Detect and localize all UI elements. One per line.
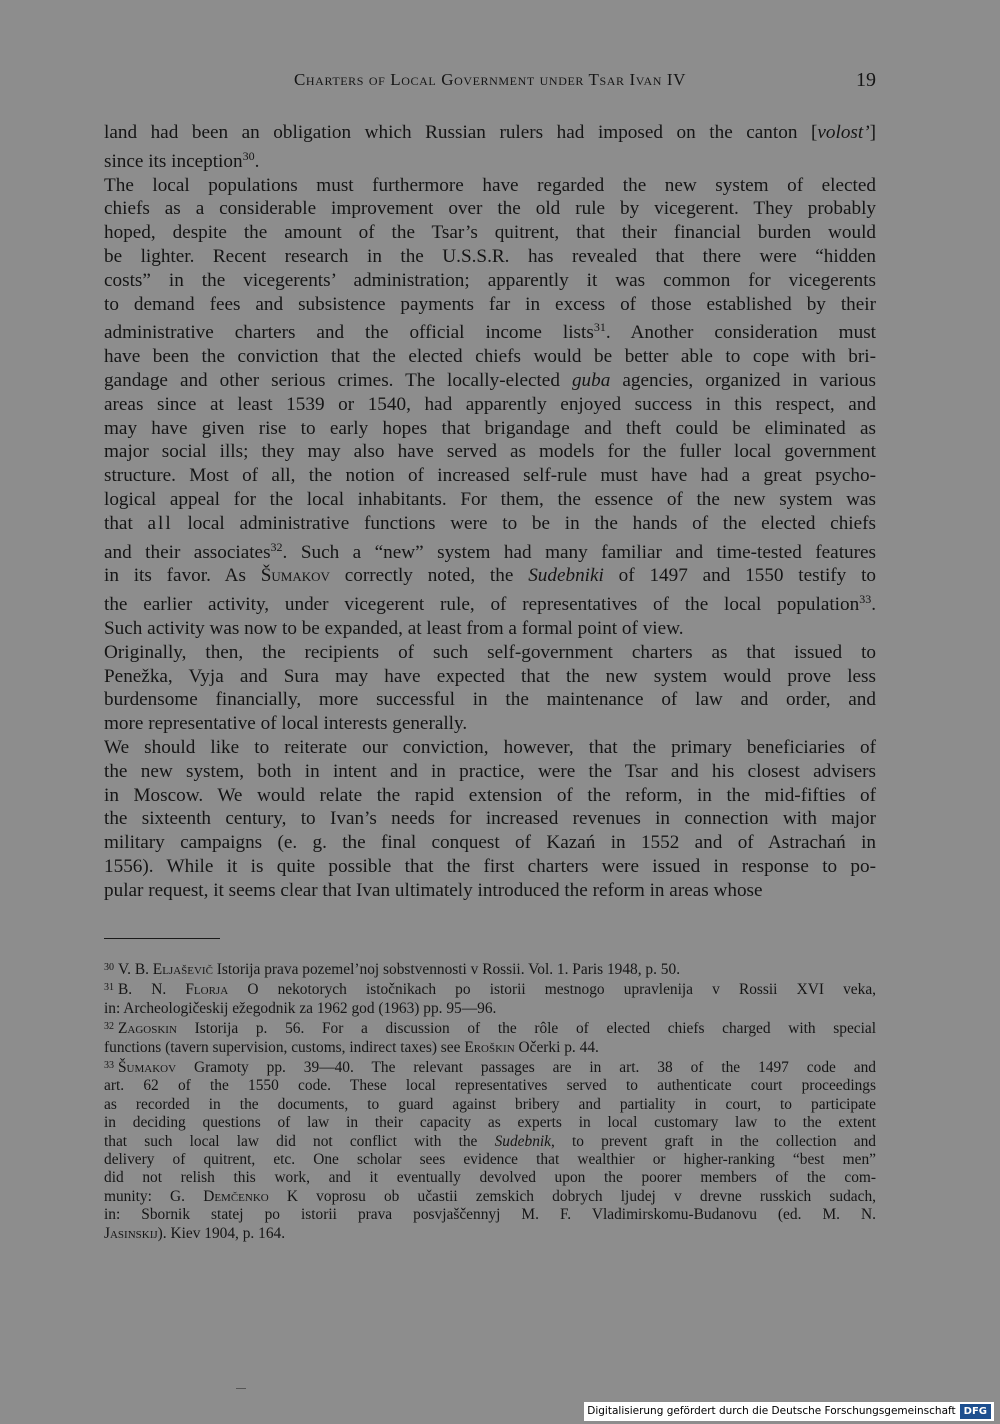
text-run: that such local law did not conflict with the bbox=[104, 1132, 495, 1150]
text-run: B. N. bbox=[118, 981, 186, 999]
text-run: functions (tavern supervision, customs, indirect taxes) see bbox=[104, 1038, 465, 1056]
text-line bbox=[104, 1225, 876, 1243]
text-line bbox=[104, 665, 876, 689]
text-run: ] bbox=[869, 122, 876, 143]
text-run: Eroškin bbox=[464, 1038, 515, 1056]
text-run: V. B. bbox=[118, 961, 153, 978]
text-line bbox=[104, 221, 876, 245]
text-line bbox=[104, 760, 876, 784]
text-run: structure. Most of all, the notion of increased self-rule must have had a great psycho- bbox=[104, 465, 876, 487]
text-run: . Such a “new” system had many familiar and time-tested features bbox=[282, 541, 876, 563]
footnote-ref: 30 bbox=[242, 148, 255, 163]
text-run: Šumakov bbox=[118, 1059, 177, 1077]
text-line bbox=[104, 617, 876, 641]
text-run: more representative of local interests generally. bbox=[104, 713, 468, 735]
text-line bbox=[104, 417, 876, 441]
paragraph bbox=[104, 736, 876, 903]
text-line bbox=[104, 269, 876, 293]
footnote-number: 32 bbox=[104, 1021, 114, 1033]
text-line bbox=[104, 174, 876, 198]
text-run: land had been an obligation which Russian rulers had imposed on the canton [ bbox=[104, 122, 818, 143]
text-run: in its favor. As bbox=[104, 565, 261, 587]
text-line bbox=[104, 1000, 876, 1018]
digitization-banner bbox=[584, 1402, 994, 1421]
text-line bbox=[104, 736, 876, 760]
text-run: Jasinskij bbox=[104, 1224, 158, 1242]
text-line bbox=[104, 807, 876, 831]
text-line bbox=[104, 1169, 876, 1187]
text-run: Gramoty pp. 39—40. The relevant passages are in art. 38 of the 1497 code and bbox=[176, 1059, 876, 1077]
text-run: administrative charters and the official income lists bbox=[104, 322, 594, 344]
text-line bbox=[104, 1114, 876, 1132]
text-line bbox=[104, 1188, 876, 1206]
text-run: We should like to reiterate our conviction, however, that the primary beneficiaries of bbox=[104, 736, 876, 758]
text-run: K voprosu ob učastii zemskich dobrych ljudej v drevne russkich sudach, bbox=[268, 1187, 876, 1205]
text-run: to demand fees and subsistence payments far in excess of those established by their bbox=[104, 293, 876, 315]
text-run: gandage and other serious crimes. The locally-elected bbox=[104, 369, 572, 391]
text-run: munity: G. bbox=[104, 1187, 204, 1205]
text-run: in: Archeologičeskij ežegodnik za 1962 god (1963) pp. 95—96. bbox=[104, 999, 497, 1017]
text-run: in deciding questions of law in their capacity as experts in local customary law to the extent bbox=[104, 1114, 876, 1132]
text-line bbox=[104, 512, 876, 536]
text-line bbox=[104, 1133, 876, 1151]
text-line bbox=[104, 688, 876, 712]
text-run: in: Sbornik statej po istorii prava posvjaščennyj M. F. Vladimirskomu-Budanovu (ed. M. N. bbox=[104, 1206, 876, 1224]
text-run: Zagoskin bbox=[118, 1020, 177, 1038]
text-run: . bbox=[871, 594, 876, 616]
text-run: Sudebnik bbox=[494, 1132, 551, 1150]
text-line bbox=[104, 564, 876, 588]
page-header bbox=[104, 70, 876, 98]
text-line bbox=[104, 1151, 876, 1169]
paragraph bbox=[104, 121, 876, 174]
text-line bbox=[104, 293, 876, 317]
text-run: Penežka, Vyja and Sura may have expected that the new system would prove less bbox=[104, 665, 876, 687]
text-line bbox=[104, 369, 876, 393]
text-run: did not relish this work, and it eventually devolved upon the poorer members of the com- bbox=[104, 1169, 876, 1187]
running-title: Charters of Local Government under Tsar Ivan IV bbox=[293, 70, 687, 89]
text-run: Očerki p. 44. bbox=[514, 1038, 599, 1056]
text-run: Sudebniki bbox=[528, 565, 604, 587]
text-line bbox=[104, 145, 876, 174]
text-line bbox=[104, 979, 876, 999]
text-line bbox=[104, 879, 876, 903]
text-run: logical appeal for the local inhabitants. For them, the essence of the new system was bbox=[104, 488, 876, 510]
banner-text: Digitalisierung gefördert durch die Deutsche Forschungsgemeinschaft bbox=[587, 1405, 956, 1417]
text-run: Florja bbox=[185, 981, 229, 999]
text-run: chiefs as a considerable improvement over the old rule by vicegerent. They probably bbox=[104, 198, 876, 220]
text-run: and their associates bbox=[104, 541, 271, 563]
text-line bbox=[104, 345, 876, 369]
text-run: military campaigns (e. g. the final conquest of Kazań in 1552 and of Astrachań in bbox=[104, 832, 876, 854]
paragraph bbox=[104, 641, 876, 736]
footnote-ref: 32 bbox=[270, 539, 283, 554]
paragraph bbox=[104, 174, 876, 641]
text-run: The local populations must furthermore have regarded the new system of elected bbox=[104, 174, 876, 196]
text-line bbox=[104, 1096, 876, 1114]
text-line bbox=[104, 1018, 876, 1038]
text-run: areas since at least 1539 or 1540, had apparently enjoyed success in this respect, and bbox=[104, 393, 876, 415]
text-line bbox=[104, 855, 876, 879]
text-run: Istorija p. 56. For a discussion of the rôle of elected chiefs charged with special bbox=[176, 1020, 876, 1038]
text-run: guba bbox=[571, 369, 611, 391]
footnote-number: 31 bbox=[104, 982, 114, 994]
text-run: volost’ bbox=[817, 122, 870, 143]
text-run: hoped, despite the amount of the Tsar’s quitrent, that their financial burden would bbox=[104, 222, 876, 244]
text-run: as recorded in the documents, to guard against bribery and partiality in court, to participate bbox=[104, 1095, 876, 1113]
footnote bbox=[104, 1057, 876, 1243]
text-run: burdensome financially, more successful in the maintenance of law and order, and bbox=[104, 689, 876, 711]
text-line bbox=[104, 488, 876, 512]
text-run: correctly noted, the bbox=[329, 565, 529, 587]
text-line bbox=[104, 536, 876, 565]
page-number: 19 bbox=[856, 69, 876, 91]
text-run: pular request, it seems clear that Ivan ultimately introduced the reform in areas whose bbox=[104, 879, 763, 901]
text-line bbox=[104, 588, 876, 617]
text-run: the earlier activity, under vicegerent rule, of representatives of the local population bbox=[104, 594, 860, 616]
text-run: Istorija prava pozemel’noj sobstvennosti v Rossii. Vol. 1. Paris 1948, p. 50. bbox=[212, 961, 681, 978]
text-run: be lighter. Recent research in the U.S.S.R. has revealed that there were “hidden bbox=[104, 245, 876, 267]
main-text bbox=[104, 121, 876, 903]
text-run: all bbox=[147, 512, 173, 534]
text-run: delivery of quitrent, etc. One scholar sees evidence that wealthier or higher-ranking “best men” bbox=[104, 1151, 876, 1169]
text-run: the sixteenth century, to Ivan’s needs for increased revenues in connection with major bbox=[104, 808, 876, 830]
text-run: Eljaševič bbox=[152, 961, 213, 978]
page-mark bbox=[236, 1388, 246, 1389]
text-run: may have given rise to early hopes that brigandage and theft could be eliminated as bbox=[104, 417, 876, 439]
text-line bbox=[104, 1206, 876, 1224]
footnote bbox=[104, 959, 876, 979]
text-line bbox=[104, 641, 876, 665]
text-line bbox=[104, 440, 876, 464]
footnote bbox=[104, 979, 876, 1018]
text-line bbox=[104, 784, 876, 808]
text-run: the new system, both in intent and in practice, were the Tsar and his closest advisers bbox=[104, 760, 876, 782]
text-run: . bbox=[254, 150, 260, 172]
text-line bbox=[104, 393, 876, 417]
text-line bbox=[104, 316, 876, 345]
text-run: since its inception bbox=[104, 150, 243, 172]
text-run: have been the conviction that the elected chiefs would be better able to cope with bri- bbox=[104, 346, 876, 368]
text-line bbox=[104, 464, 876, 488]
text-run: art. 62 of the 1550 code. These local representatives served to authenticate court proceedings bbox=[104, 1077, 876, 1095]
text-line bbox=[104, 197, 876, 221]
text-run: local administrative functions were to be in the hands of the elected chiefs bbox=[172, 512, 876, 534]
text-run: O nekotorych istočnikach po istorii mestnogo upravlenija v Rossii XVI veka, bbox=[228, 981, 877, 999]
text-line bbox=[104, 831, 876, 855]
footnote bbox=[104, 1018, 876, 1057]
text-run: Demčenko bbox=[203, 1187, 269, 1205]
text-run: ). Kiev 1904, p. 164. bbox=[157, 1224, 286, 1242]
text-run: in Moscow. We would relate the rapid extension of the reform, in the mid-fifties of bbox=[104, 784, 876, 806]
text-line bbox=[104, 1057, 876, 1077]
dfg-logo: DFG bbox=[960, 1404, 991, 1419]
text-line bbox=[104, 121, 876, 145]
text-run: 1556). While it is quite possible that the first charters were issued in response to po- bbox=[104, 855, 876, 877]
text-line bbox=[104, 1039, 876, 1057]
text-line bbox=[104, 1077, 876, 1095]
footnotes bbox=[104, 959, 876, 1243]
footnote-ref: 33 bbox=[859, 592, 872, 607]
text-run: major social ills; they may also have served as models for the fuller local government bbox=[104, 441, 876, 463]
text-line bbox=[104, 712, 876, 736]
text-run: Šumakov bbox=[260, 565, 330, 587]
footnote-number: 33 bbox=[104, 1060, 114, 1072]
text-run: Originally, then, the recipients of such self-government charters as that issued to bbox=[104, 641, 876, 663]
text-run: . Another consideration must bbox=[605, 322, 876, 344]
text-run: costs” in the vicegerents’ administration; apparently it was common for vicegerents bbox=[104, 269, 876, 291]
footnote-ref: 31 bbox=[593, 320, 606, 335]
text-run: Such activity was now to be expanded, at least from a formal point of view. bbox=[104, 617, 684, 639]
text-line bbox=[104, 245, 876, 269]
text-run: , to prevent graft in the collection and bbox=[551, 1132, 876, 1150]
footnote-number: 30 bbox=[104, 962, 114, 973]
text-run: that bbox=[104, 512, 148, 534]
text-line bbox=[104, 959, 876, 979]
text-run: of 1497 and 1550 testify to bbox=[603, 565, 876, 587]
footnote-rule bbox=[104, 938, 220, 939]
text-run: agencies, organized in various bbox=[610, 369, 876, 391]
